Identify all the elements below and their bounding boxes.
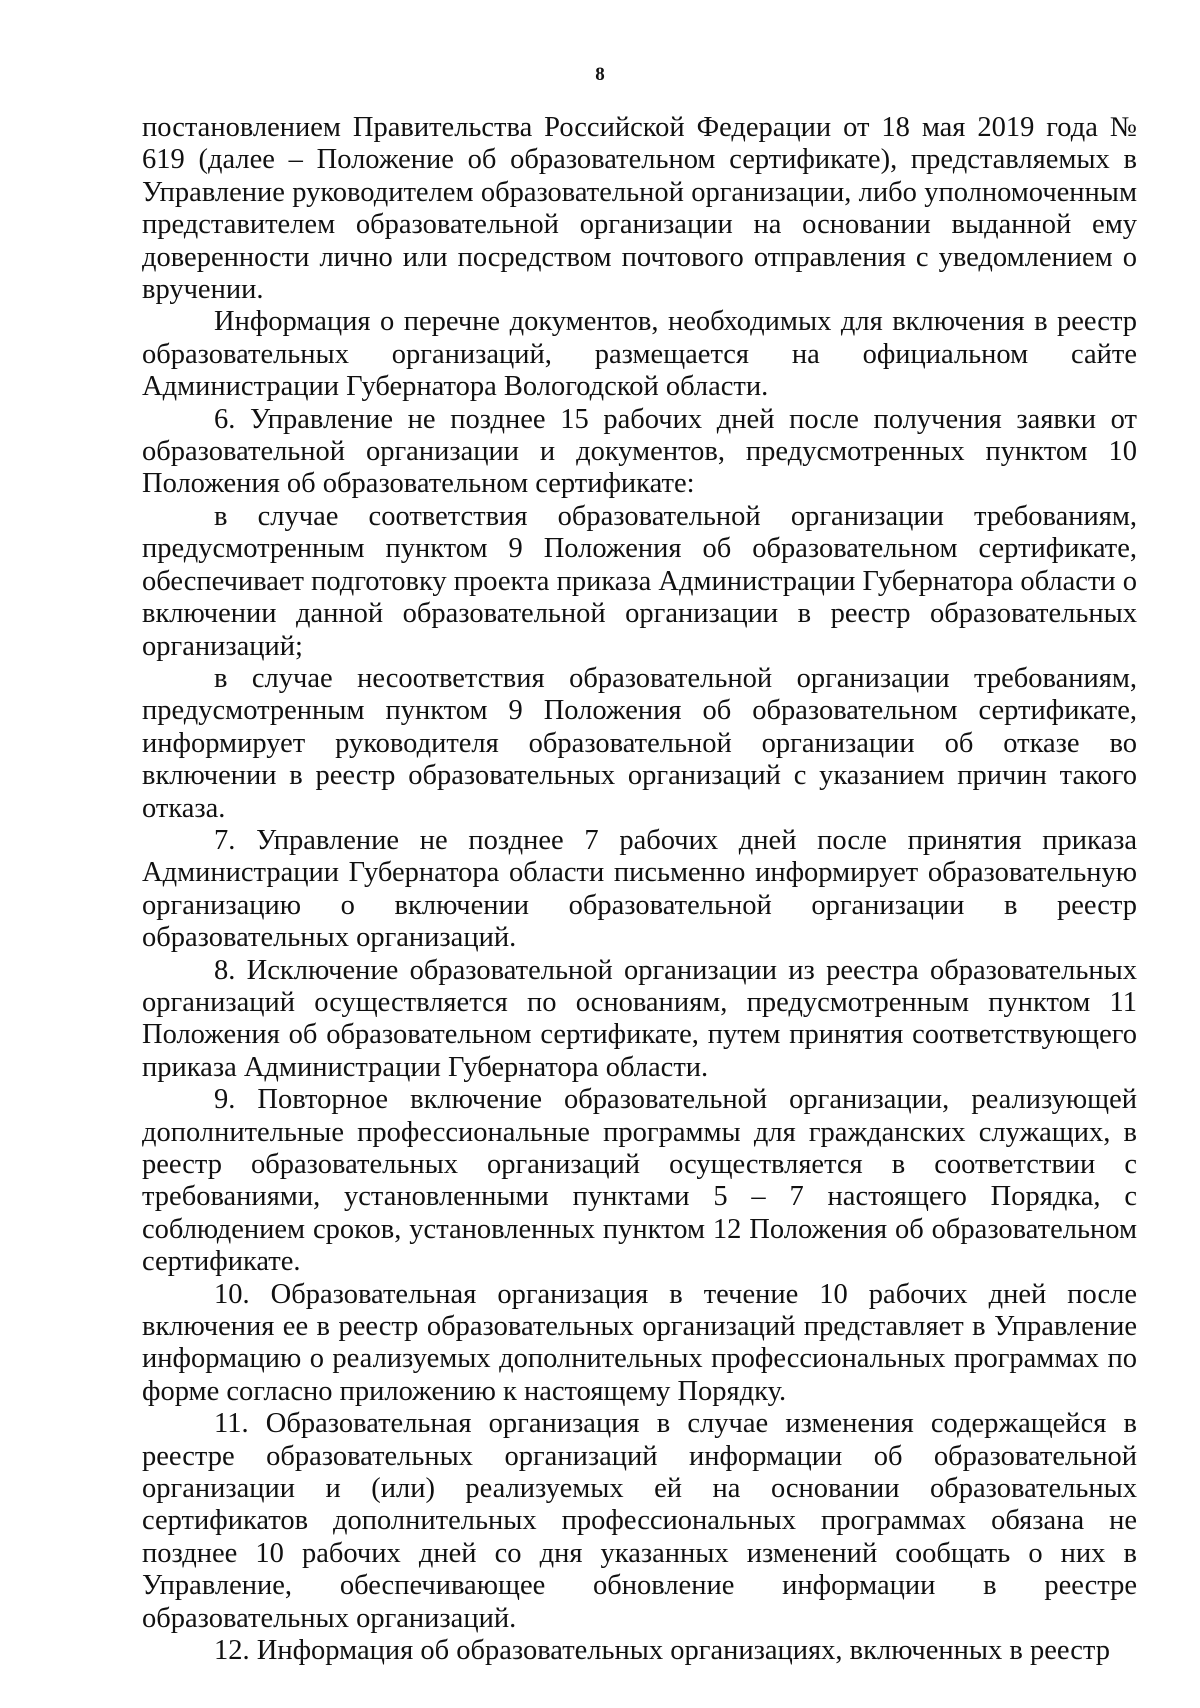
paragraph-clause-10: 10. Образовательная организация в течение 10 рабочих дней после включения ее в реестр образовательных организаций представляет в Управление информацию о реализуемых дополнительных профессиональных программах по форме согласно приложению к настоящему Порядку.: [142, 1278, 1137, 1407]
paragraph-documents-info: Информация о перечне документов, необходимых для включения в реестр образовательных организаций, размещается на официальном сайте Администрации Губернатора Вологодской области.: [142, 306, 1137, 403]
paragraph-clause-6-compliance: в случае соответствия образовательной организации требованиям, предусмотренным пунктом 9 Положения об образовательном сертификате, обеспечивает подготовку проекта приказа Администрации Губернатора области о включении данной образовательной организации в реестр образовательных организаций;: [142, 500, 1137, 662]
document-body: [142, 112, 1137, 1668]
paragraph-clause-8: 8. Исключение образовательной организации из реестра образовательных организаций осуществляется по основаниям, предусмотренным пунктом 11 Положения об образовательном сертификате, путем принятия соответствующего приказа Администрации Губернатора области.: [142, 954, 1137, 1083]
paragraph-clause-6-noncompliance: в случае несоответствия образовательной организации требованиям, предусмотренным пунктом 9 Положения об образовательном сертификате, информирует руководителя образовательной организации об отказе во включении в реестр образовательных организаций с указанием причин такого отказа.: [142, 662, 1137, 824]
page-number: 8: [595, 64, 605, 85]
paragraph-clause-7: 7. Управление не позднее 7 рабочих дней после принятия приказа Администрации Губернатора области письменно информирует образовательную организацию о включении образовательной организации в реестр образовательных организаций.: [142, 824, 1137, 954]
paragraph-clause-6: 6. Управление не позднее 15 рабочих дней после получения заявки от образовательной организации и документов, предусмотренных пунктом 10 Положения об образовательном сертификате:: [142, 403, 1137, 500]
paragraph-clause-9: 9. Повторное включение образовательной организации, реализующей дополнительные профессиональные программы для гражданских служащих, в реестр образовательных организаций осуществляется в соответствии с требованиями, установленными пунктами 5 – 7 настоящего Порядка, с соблюдением сроков, установленных пунктом 12 Положения об образовательном сертификате.: [142, 1084, 1137, 1278]
paragraph-clause-11: 11. Образовательная организация в случае изменения содержащейся в реестре образовательных организаций информации об образовательной организации и (или) реализуемых ей на основании образовательных сертификатов дополнительных профессиональных программах обязана не позднее 10 рабочих дней со дня указанных изменений сообщать о них в Управление, обеспечивающее обновление информации в реестре образовательных организаций.: [142, 1408, 1137, 1634]
paragraph-clause-12: 12. Информация об образовательных организациях, включенных в реестр: [214, 1635, 1110, 1667]
paragraph-continuation: постановлением Правительства Российской Федерации от 18 мая 2019 года № 619 (далее – Положение об образовательном сертификате), представляемых в Управление руководителем образовательной организации, либо уполномоченным представителем образовательной организации на основании выданной ему доверенности лично или посредством почтового отправления с уведомлением о вручении.: [142, 112, 1137, 306]
